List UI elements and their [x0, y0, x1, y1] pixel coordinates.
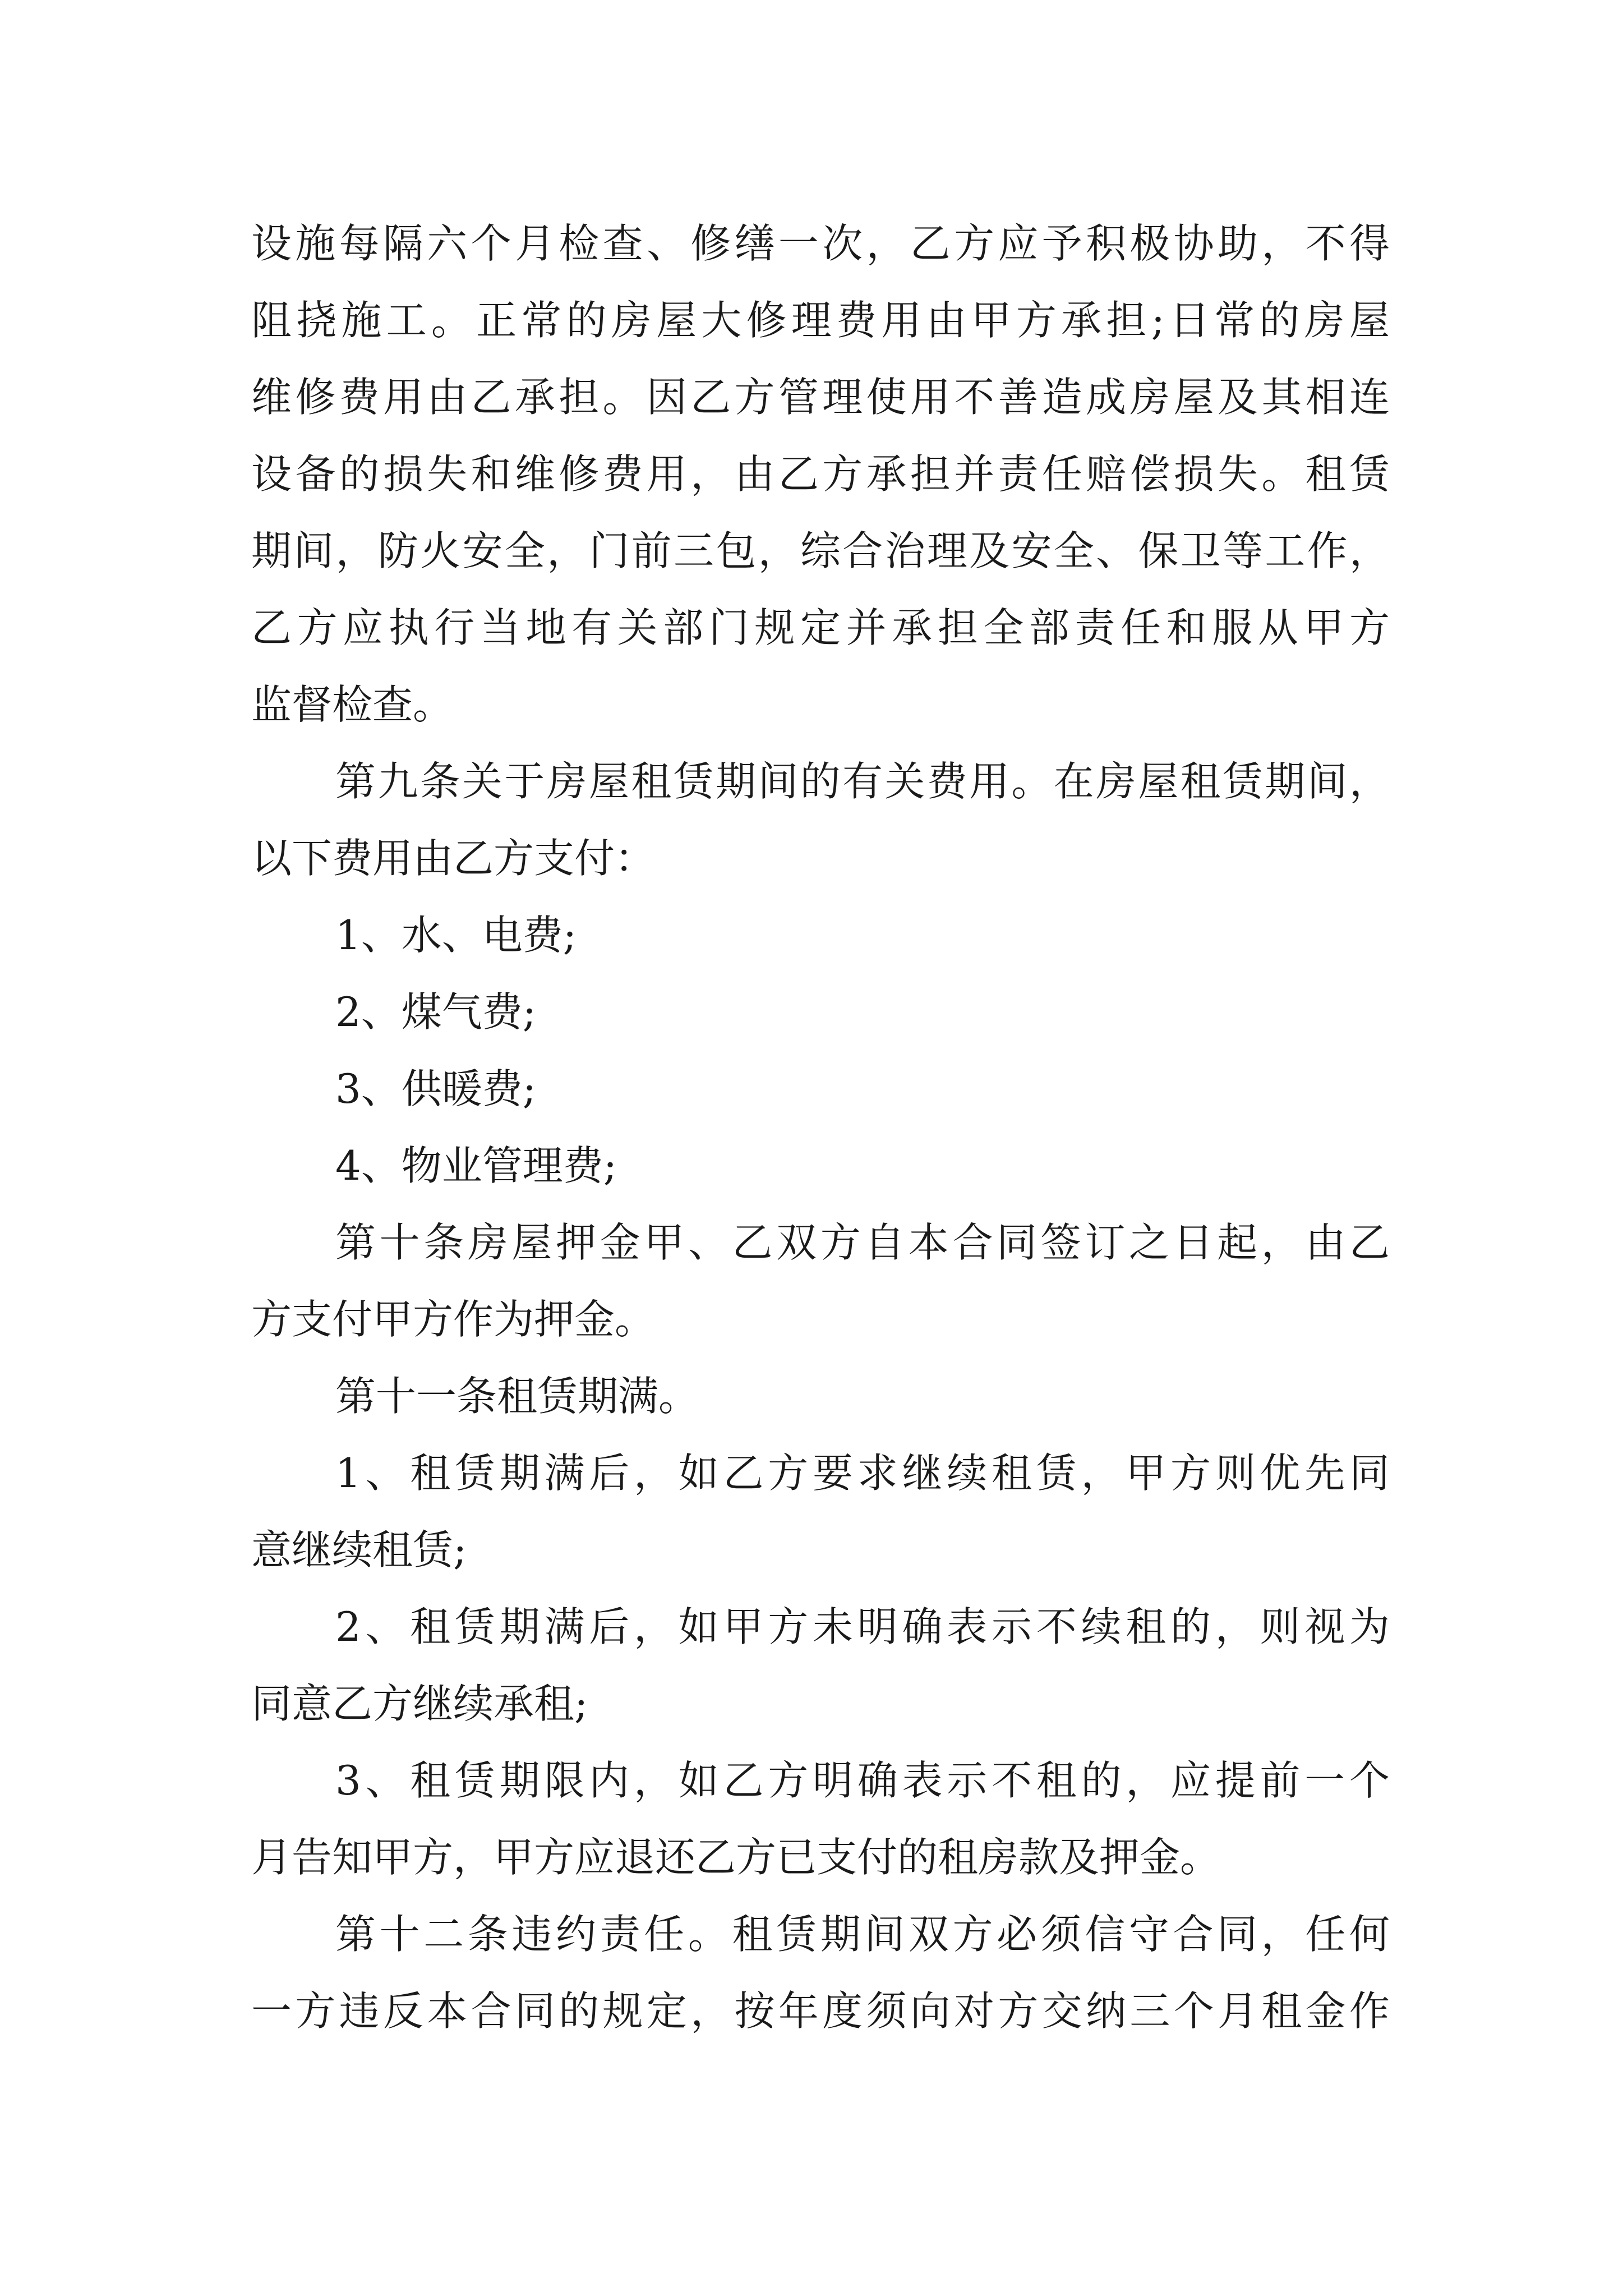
text-line: 第十二条违约责任。租赁期间双方必须信守合同，任何: [335, 1911, 1390, 1958]
text-line: 4、物业管理费;: [335, 1142, 617, 1189]
text-line: 1、水、电费;: [335, 912, 577, 959]
text-line: 3、供暖费;: [335, 1065, 537, 1112]
text-line: 以下费用由乙方支付：: [251, 835, 656, 882]
text-line: 第十条房屋押金甲、乙双方自本合同签订之日起，由乙: [335, 1219, 1390, 1266]
text-line: 意继续租赁;: [251, 1526, 467, 1573]
text-line: 监督检查。: [251, 681, 454, 728]
text-line: 一方违反本合同的规定，按年度须向对方交纳三个月租金作: [251, 1987, 1390, 2035]
text-line: 乙方应执行当地有关部门规定并承担全部责任和服从甲方: [251, 604, 1390, 651]
contract-body-text: [251, 205, 1390, 2050]
text-line: 第十一条租赁期满。: [335, 1373, 699, 1420]
text-line: 3、租赁期限内，如乙方明确表示不租的，应提前一个: [335, 1757, 1390, 1804]
text-line: 1、租赁期满后，如乙方要求继续租赁，甲方则优先同: [335, 1450, 1390, 1497]
text-line: 第九条关于房屋租赁期间的有关费用。在房屋租赁期间，: [335, 758, 1390, 805]
text-line: 维修费用由乙承担。因乙方管理使用不善造成房屋及其相连: [251, 374, 1390, 421]
text-line: 方支付甲方作为押金。: [251, 1296, 656, 1343]
text-line: 2、租赁期满后，如甲方未明确表示不续租的，则视为: [335, 1603, 1390, 1650]
text-line: 同意乙方继续承租;: [251, 1680, 588, 1727]
text-line: 期间，防火安全，门前三包，综合治理及安全、保卫等工作，: [251, 527, 1390, 574]
text-line: 设备的损失和维修费用，由乙方承担并责任赔偿损失。租赁: [251, 450, 1390, 498]
text-line: 设施每隔六个月检查、修缮一次，乙方应予积极协助，不得: [251, 220, 1390, 267]
text-line: 2、煤气费;: [335, 988, 537, 1036]
text-line: 阻挠施工。正常的房屋大修理费用由甲方承担;日常的房屋: [251, 297, 1390, 344]
text-line: 月告知甲方，甲方应退还乙方已支付的租房款及押金。: [251, 1834, 1221, 1881]
